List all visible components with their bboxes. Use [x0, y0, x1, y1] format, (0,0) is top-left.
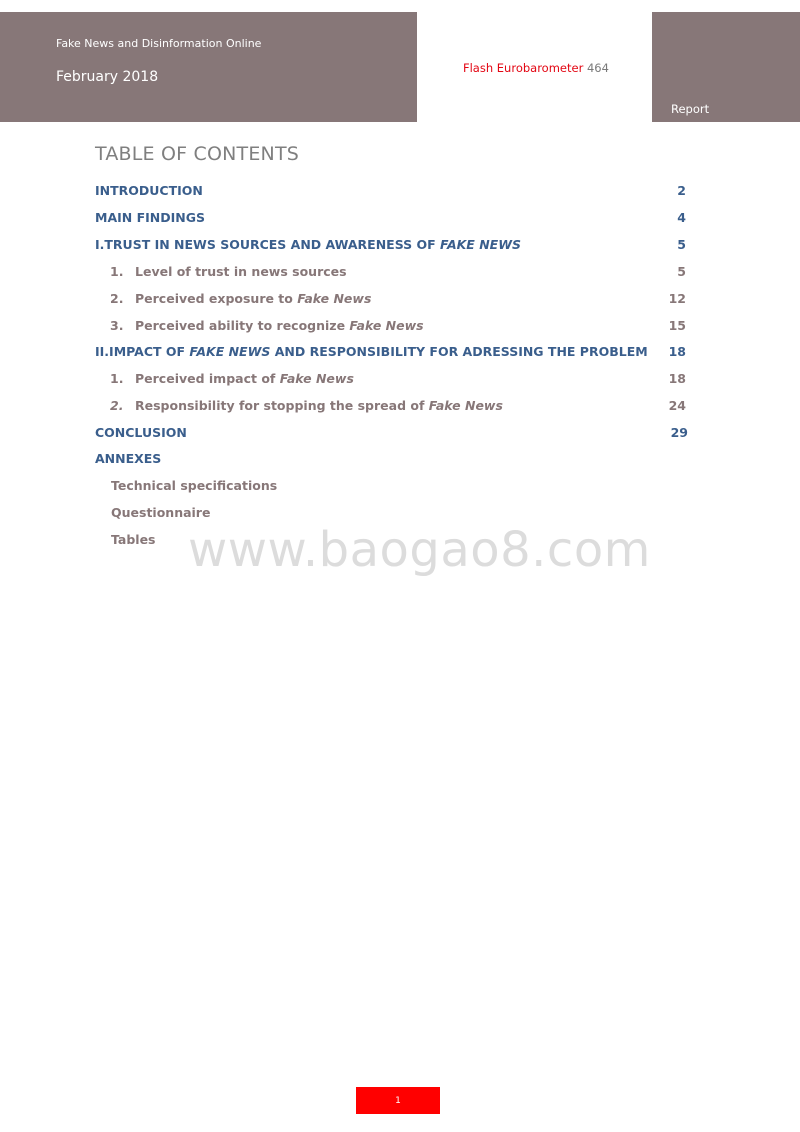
toc-entry-label: ANNEXES: [95, 451, 162, 466]
page-number: 1: [395, 1096, 401, 1106]
toc-heading: TABLE OF CONTENTS: [95, 143, 300, 165]
series-name: Flash Eurobarometer: [463, 61, 584, 75]
toc-entry-page: 15: [668, 318, 686, 333]
toc-entry-label: Tables: [111, 532, 156, 547]
toc-entry-label: CONCLUSION: [95, 425, 187, 440]
toc-entry-number: 3.: [110, 318, 124, 333]
toc-entry-label: Perceived exposure to Fake News: [135, 291, 372, 306]
watermark: www.baogao8.com: [188, 522, 651, 578]
toc-entry-annexes[interactable]: [0, 451, 800, 471]
series-number: 464: [586, 61, 609, 75]
toc-entry-page: 18: [668, 344, 686, 359]
publication-date: February 2018: [56, 69, 159, 85]
toc-entry-label: II.IMPACT OF FAKE NEWS AND RESPONSIBILITY FOR ADRESSING THE PROBLEM: [95, 344, 648, 359]
document-title: Fake News and Disinformation Online: [56, 37, 262, 50]
toc-entry-page: 5: [677, 264, 686, 279]
toc-entry-label: MAIN FINDINGS: [95, 210, 205, 225]
page-number-box: [356, 1087, 440, 1114]
toc-entry-number: 1.: [110, 371, 124, 386]
toc-entry-1-2[interactable]: [0, 291, 800, 311]
toc-entry-label: Perceived impact of Fake News: [135, 371, 354, 386]
toc-entry-main-findings[interactable]: [0, 210, 800, 230]
header-right-band: [652, 12, 800, 122]
toc-entry-label: Level of trust in news sources: [135, 264, 347, 279]
toc-entry-conclusion[interactable]: [0, 425, 800, 445]
toc-entry-page: 2: [677, 183, 686, 198]
toc-entry-page: 5: [677, 237, 686, 252]
header-left-band: [0, 12, 417, 122]
toc-entry-1-1[interactable]: [0, 264, 800, 284]
document-type: Report: [671, 102, 710, 116]
toc-entry-label: Technical specifications: [111, 478, 278, 493]
toc-entry-page: 29: [670, 425, 688, 440]
toc-entry-label: INTRODUCTION: [95, 183, 203, 198]
toc-entry-section-2[interactable]: [0, 344, 800, 364]
toc-entry-page: 12: [668, 291, 686, 306]
toc-entry-page: 4: [677, 210, 686, 225]
toc-annex-technical-specifications[interactable]: [0, 478, 800, 498]
toc-entry-label: Responsibility for stopping the spread of Fake News: [135, 398, 503, 413]
toc-entry-2-2[interactable]: [0, 398, 800, 418]
toc-entry-number: 2.: [110, 291, 124, 306]
toc-entry-introduction[interactable]: [0, 183, 800, 203]
toc-entry-page: 18: [668, 371, 686, 386]
toc-entry-label: Perceived ability to recognize Fake News: [135, 318, 424, 333]
series-label: [463, 61, 609, 75]
toc-entry-section-1[interactable]: [0, 237, 800, 257]
toc-entry-label: Questionnaire: [111, 505, 211, 520]
toc-entry-1-3[interactable]: [0, 318, 800, 338]
toc-entry-number: 2.: [110, 398, 124, 413]
toc-entry-label: I.TRUST IN NEWS SOURCES AND AWARENESS OF FAKE NEWS: [95, 237, 521, 252]
toc-entry-page: 24: [668, 398, 686, 413]
toc-entry-number: 1.: [110, 264, 124, 279]
toc-entry-2-1[interactable]: [0, 371, 800, 391]
